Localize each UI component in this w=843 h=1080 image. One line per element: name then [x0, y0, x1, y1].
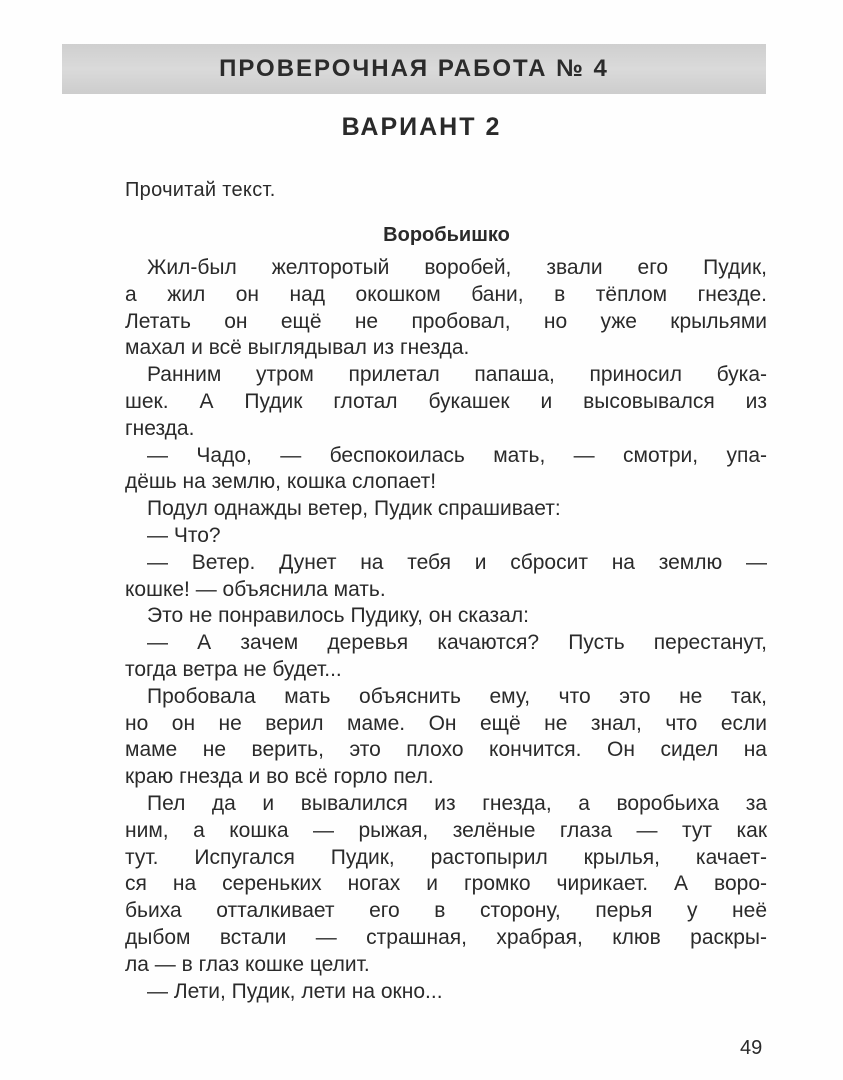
story-line: махал и всё выглядывал из гнезда. [125, 336, 470, 360]
story-line: но он не верил маме. Он ещё не знал, что если [125, 711, 767, 735]
story-line: кошке! — объяснила мать. [125, 577, 386, 601]
variant-heading: ВАРИАНТ 2 [341, 113, 502, 141]
story-line: тут. Испугался Пудик, растопырил крылья, качает- [125, 845, 767, 869]
story-line: ла — в глаз кошке целит. [125, 952, 370, 976]
story-paragraph [125, 791, 767, 979]
story-line: ся на сереньких ногах и громко чирикает. А воро- [125, 872, 767, 896]
story-line: бьиха отталкивает его в сторону, перья у неё [125, 899, 767, 923]
story-paragraph [125, 523, 767, 550]
story-line: Это не понравилось Пудику, он сказал: [147, 604, 529, 628]
story-paragraph [125, 443, 767, 497]
header-band [62, 44, 766, 94]
story-line: Жил-был желторотый воробей, звали его Пудик, [147, 256, 767, 279]
story-line: краю гнезда и во всё горло пел. [125, 765, 434, 789]
story-line: маме не верить, это плохо кончится. Он сидел на [125, 738, 767, 762]
story-line: Подул однажды ветер, Пудик спрашивает: [147, 497, 561, 521]
story-line: дыбом встали — страшная, храбрая, клюв раскры- [125, 925, 767, 949]
story-paragraph [125, 496, 767, 523]
story-line: а жил он над окошком бани, в тёплом гнезде. [125, 282, 767, 306]
story-text [125, 255, 767, 1005]
page-number: 49 [740, 1037, 763, 1059]
story-paragraph [125, 255, 767, 362]
story-paragraph [125, 550, 767, 604]
story-line: шек. А Пудик глотал букашек и высовывался из [125, 389, 767, 413]
story-line: тогда ветра не будет... [125, 657, 342, 681]
page-title: ПРОВЕРОЧНАЯ РАБОТА № 4 [219, 55, 609, 82]
story-paragraph [125, 684, 767, 791]
story-paragraph [125, 362, 767, 442]
story-line: — Что? [147, 523, 221, 547]
story-paragraph [125, 630, 767, 684]
story-line: — Чадо, — беспокоилась мать, — смотри, упа- [147, 443, 767, 467]
story-line: Ранним утром прилетал папаша, приносил бука- [147, 363, 767, 387]
story-line: гнезда. [125, 416, 195, 440]
story-paragraph [125, 603, 767, 630]
story-line: — Лети, Пудик, лети на окно... [147, 979, 443, 1003]
story-title: Воробьишко [383, 224, 510, 246]
story-line: — А зачем деревья качаются? Пусть перестанут, [147, 631, 767, 655]
story-line: — Ветер. Дунет на тебя и сбросит на землю — [147, 550, 767, 574]
story-line: дёшь на землю, кошка слопает! [125, 470, 437, 494]
instruction-text: Прочитай текст. [125, 179, 276, 201]
story-line: Пробовала мать объяснить ему, что это не так, [147, 684, 767, 708]
story-paragraph [125, 979, 767, 1006]
story-line: Пел да и вывалился из гнезда, а воробьиха за [147, 791, 767, 815]
story-line: ним, а кошка — рыжая, зелёные глаза — тут как [125, 818, 767, 842]
story-line: Летать он ещё не пробовал, но уже крыльями [125, 309, 767, 333]
